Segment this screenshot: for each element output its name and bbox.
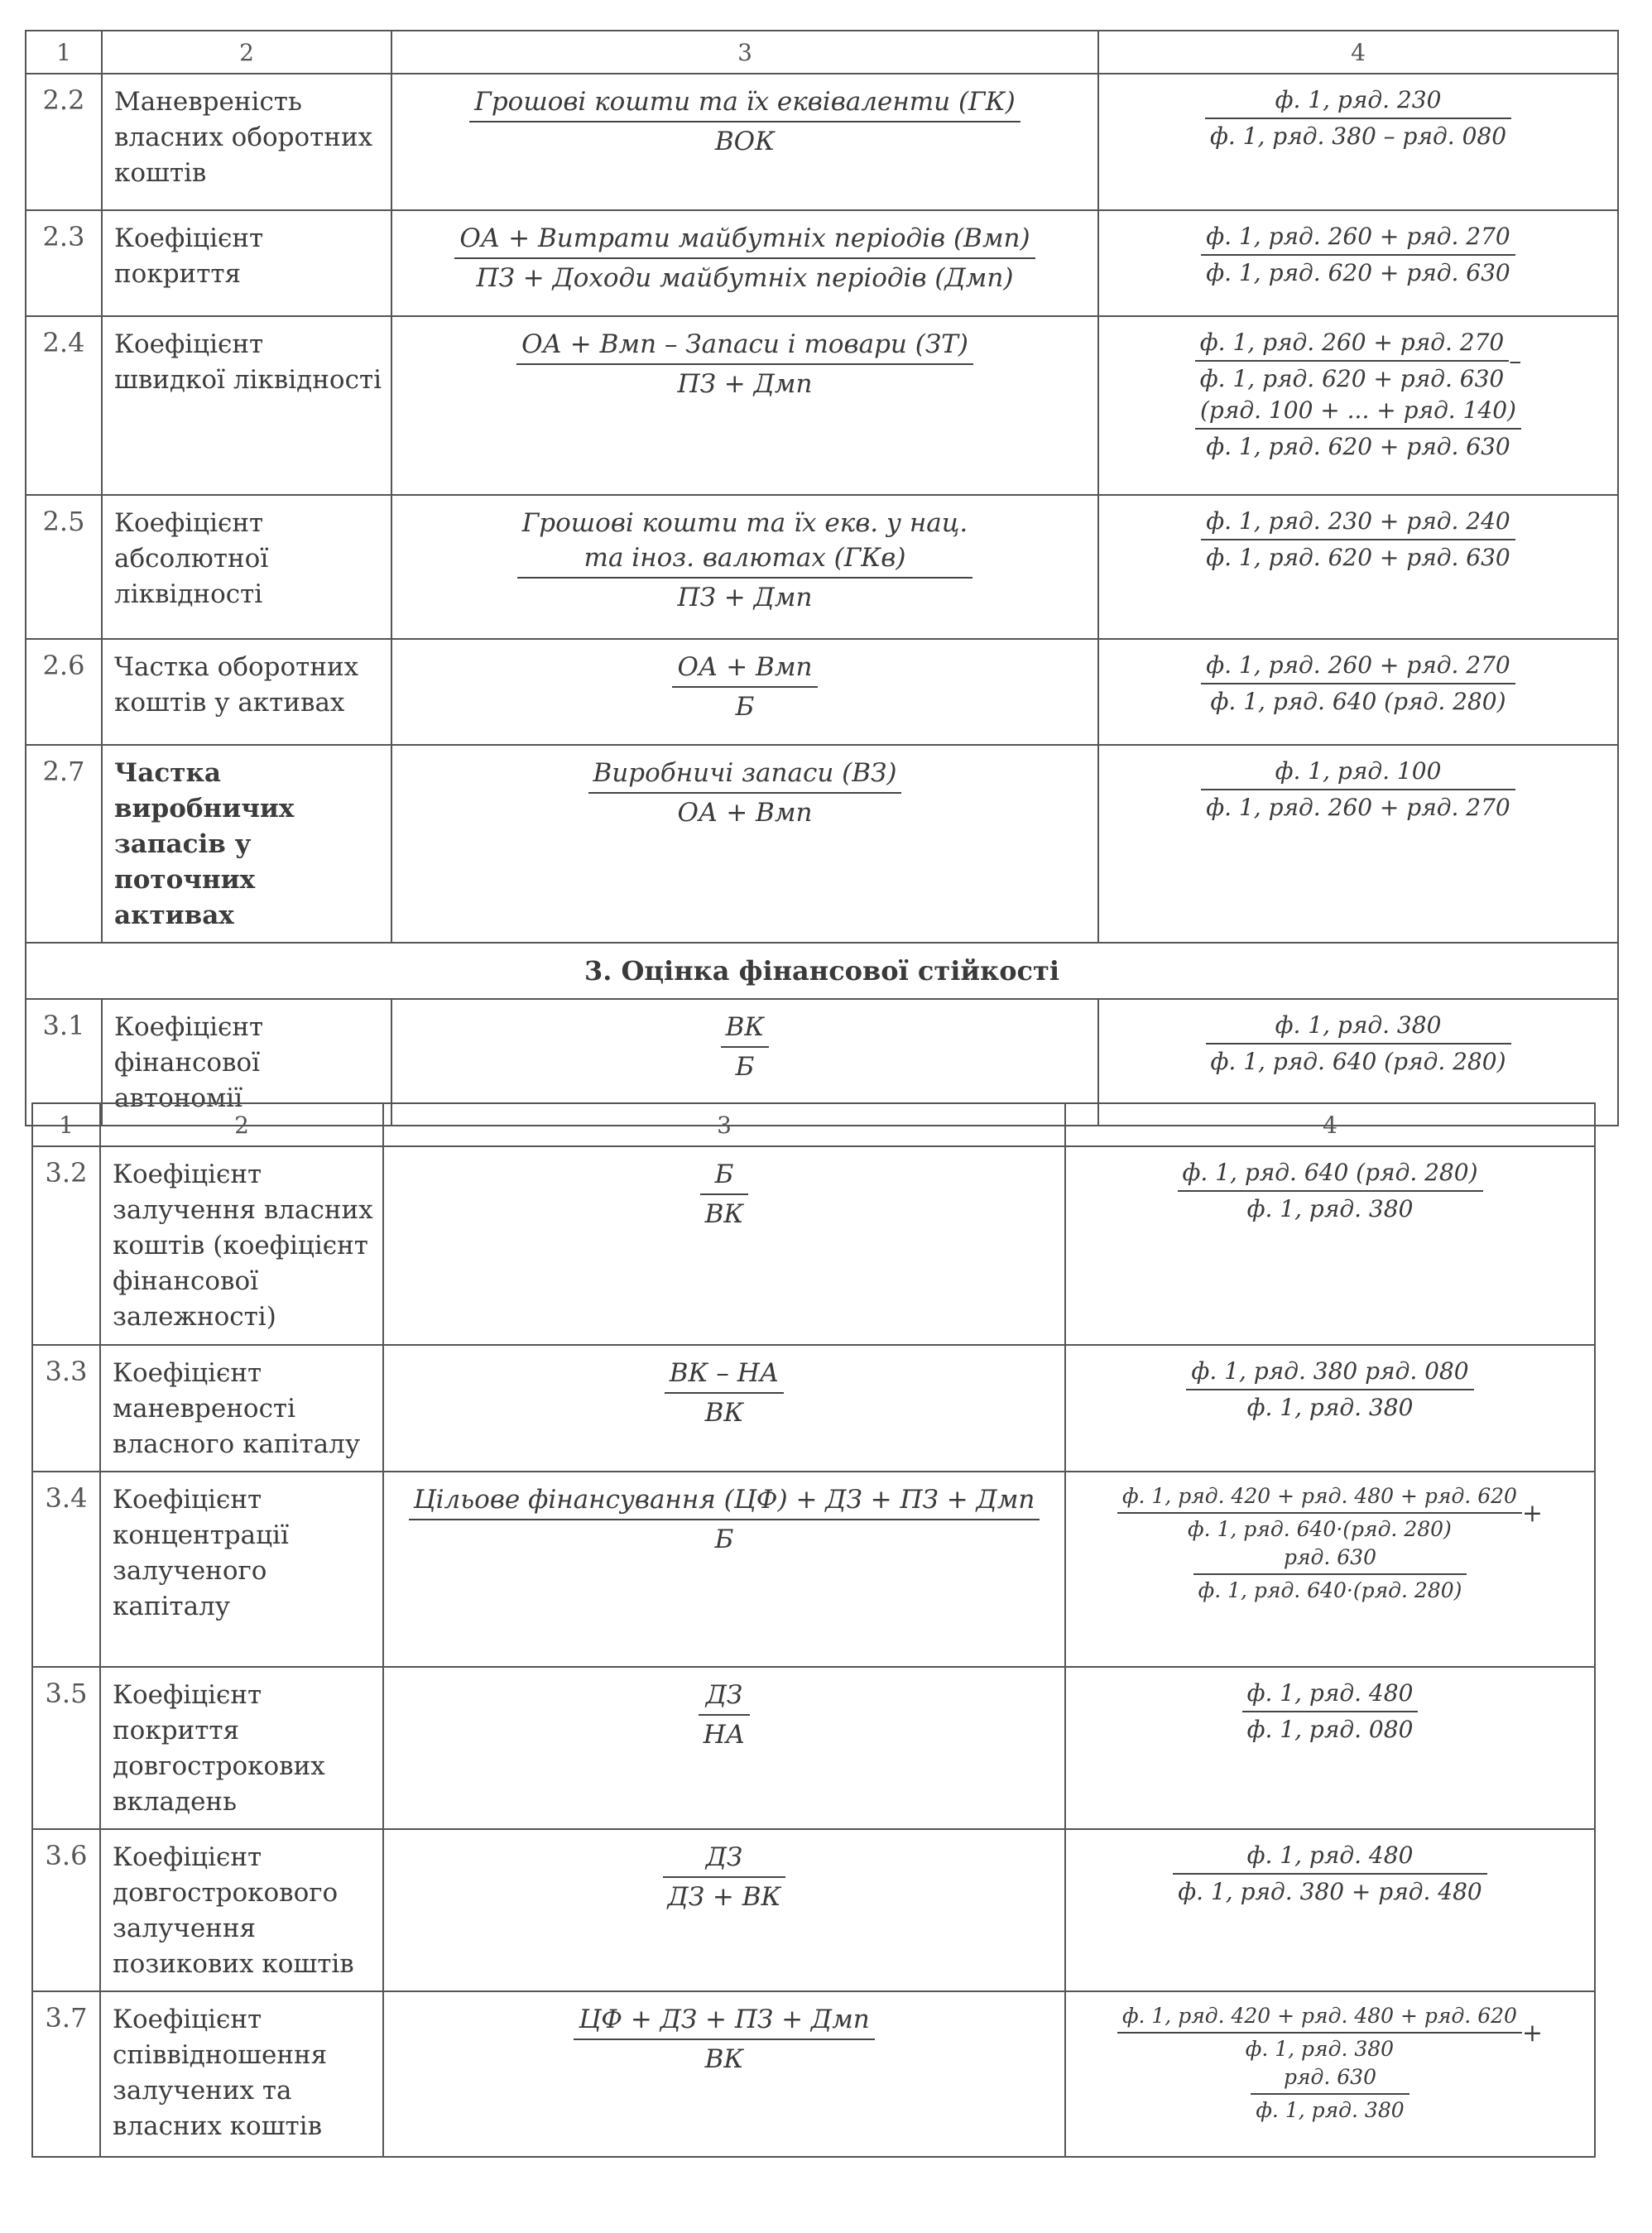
formula-numerator: ДЗ xyxy=(663,1840,786,1878)
formula-denominator: Б xyxy=(735,692,755,722)
formula-denominator: ПЗ + Доходи майбутніх періодів (Дмп) xyxy=(476,263,1014,293)
source-fraction xyxy=(1201,650,1515,718)
table-row xyxy=(26,745,1618,943)
row-number: 2.5 xyxy=(26,495,102,639)
source-numerator-2: ряд. 630 xyxy=(1193,1544,1467,1575)
source-denominator-2: ф. 1, ряд. 640·(ряд. 280) xyxy=(1198,1578,1462,1602)
formula-denominator: ПЗ + Дмп xyxy=(677,369,813,399)
source-fraction xyxy=(1201,756,1515,824)
table-row xyxy=(32,1829,1595,1991)
row-number: 3.3 xyxy=(32,1345,100,1472)
operator-sign: – xyxy=(1509,346,1522,376)
formula-fraction xyxy=(663,1840,786,1914)
source-numerator-2: (ряд. 100 + ... + ряд. 140) xyxy=(1195,395,1521,430)
source-numerator: ф. 1, ряд. 260 + ряд. 270 xyxy=(1201,221,1515,256)
source-cell xyxy=(1065,1472,1595,1667)
header-col-3: 3 xyxy=(383,1103,1065,1146)
source-numerator: ф. 1, ряд. 480 xyxy=(1242,1678,1419,1712)
source-fraction-2 xyxy=(1251,2063,1409,2125)
source-denominator: ф. 1, ряд. 640 (ряд. 280) xyxy=(1210,1048,1506,1075)
source-fraction xyxy=(1205,84,1511,152)
indicator-name: Коефіцієнт покриття xyxy=(102,210,391,316)
formula-denominator: ВОК xyxy=(714,127,776,156)
row-number: 3.2 xyxy=(32,1146,100,1345)
row-number: 2.7 xyxy=(26,745,102,943)
indicator-name: Частка оборотних коштів у активах xyxy=(102,639,391,745)
table-row xyxy=(26,210,1618,316)
formula-denominator: ВК xyxy=(704,2044,744,2074)
source-fraction xyxy=(1195,327,1510,395)
table-row xyxy=(32,1667,1595,1829)
formula-numerator: ОА + Витрати майбутніх періодів (Вмп) xyxy=(454,221,1035,259)
source-denominator-2: ф. 1, ряд. 620 + ряд. 630 xyxy=(1206,433,1510,460)
formula-cell xyxy=(383,1829,1065,1991)
source-fraction xyxy=(1186,1356,1473,1424)
formula-denominator: ПЗ + Дмп xyxy=(677,583,813,612)
source-numerator: ф. 1, ряд. 640 (ряд. 280) xyxy=(1178,1157,1483,1192)
formula-numerator: Б xyxy=(700,1157,749,1195)
header-col-4: 4 xyxy=(1065,1103,1595,1146)
formula-denominator: НА xyxy=(703,1720,746,1750)
formula-fraction xyxy=(588,756,902,830)
source-fraction xyxy=(1117,2002,1522,2063)
table-row xyxy=(32,1991,1595,2157)
source-numerator: ф. 1, ряд. 480 xyxy=(1173,1840,1487,1875)
row-number: 3.7 xyxy=(32,1991,100,2157)
formula-numerator: Цільове фінансування (ЦФ) + ДЗ + ПЗ + Дмп xyxy=(409,1482,1040,1520)
operator-sign: + xyxy=(1521,1498,1544,1528)
source-denominator: ф. 1, ряд. 640 (ряд. 280) xyxy=(1210,688,1506,715)
formula-fraction xyxy=(516,327,973,401)
row-number: 3.5 xyxy=(32,1667,100,1829)
row-number: 3.4 xyxy=(32,1472,100,1667)
formula-fraction xyxy=(517,506,972,615)
formula-numerator: ВК – НА xyxy=(665,1356,785,1394)
source-numerator: ф. 1, ряд. 100 xyxy=(1201,756,1515,790)
indicator-name: Коефіцієнт концентрації залученого капіталу xyxy=(100,1472,383,1667)
table-row xyxy=(32,1146,1595,1345)
formula-fraction xyxy=(574,2002,875,2077)
indicator-name: Коефіцієнт залучення власних коштів (коефіцієнт фінансової залежності) xyxy=(100,1146,383,1345)
source-numerator: ф. 1, ряд. 380 ряд. 080 xyxy=(1186,1356,1473,1390)
indicator-name: Коефіцієнт довгострокового залучення позикових коштів xyxy=(100,1829,383,1991)
formula-cell xyxy=(391,745,1098,943)
formula-numerator: ОА + Вмп xyxy=(672,650,817,688)
formula-denominator: ДЗ + ВК xyxy=(667,1882,781,1912)
row-number: 2.3 xyxy=(26,210,102,316)
formula-cell xyxy=(391,74,1098,210)
source-numerator: ф. 1, ряд. 380 xyxy=(1206,1010,1511,1044)
row-number: 3.1 xyxy=(26,999,102,1126)
source-denominator: ф. 1, ряд. 620 + ряд. 630 xyxy=(1199,365,1505,392)
source-cell xyxy=(1065,1667,1595,1829)
source-denominator: ф. 1, ряд. 380 xyxy=(1246,1195,1414,1222)
table-row xyxy=(32,1345,1595,1472)
source-denominator: ф. 1, ряд. 080 xyxy=(1246,1716,1414,1743)
source-denominator-2: ф. 1, ряд. 380 xyxy=(1256,2098,1405,2122)
formula-cell xyxy=(391,495,1098,639)
source-cell xyxy=(1065,1146,1595,1345)
table-row xyxy=(26,495,1618,639)
source-cell xyxy=(1098,210,1618,316)
formula-cell xyxy=(383,1472,1065,1667)
formula-numerator: Грошові кошти та їх еквіваленти (ГК) xyxy=(469,84,1020,122)
formula-numerator-line-1: Грошові кошти та їх екв. у нац. xyxy=(521,508,968,538)
formula-numerator: ОА + Вмп – Запаси і товари (ЗТ) xyxy=(516,327,973,365)
formula-fraction xyxy=(665,1356,785,1430)
formula-cell xyxy=(391,639,1098,745)
formula-numerator: ВК xyxy=(721,1010,770,1048)
table-row xyxy=(26,74,1618,210)
source-denominator: ф. 1, ряд. 380 xyxy=(1245,2037,1395,2061)
formula-numerator: Виробничі запаси (ВЗ) xyxy=(588,756,902,794)
indicator-name: Частка виробничих запасів у поточних активах xyxy=(102,745,391,943)
formula-fraction xyxy=(699,1678,751,1752)
source-fraction xyxy=(1178,1157,1483,1225)
header-col-3: 3 xyxy=(391,31,1098,74)
header-row xyxy=(26,31,1618,74)
header-row xyxy=(32,1103,1595,1146)
source-numerator: ф. 1, ряд. 260 + ряд. 270 xyxy=(1195,327,1510,362)
source-fraction-2 xyxy=(1193,1544,1467,1605)
formula-cell xyxy=(391,210,1098,316)
source-numerator-2: ряд. 630 xyxy=(1251,2063,1409,2095)
source-numerator: ф. 1, ряд. 230 + ряд. 240 xyxy=(1201,506,1515,540)
source-cell xyxy=(1098,745,1618,943)
source-cell xyxy=(1065,1991,1595,2157)
source-fraction xyxy=(1206,1010,1511,1078)
indicator-name: Коефіцієнт маневреності власного капіталу xyxy=(100,1345,383,1472)
formula-denominator: Б xyxy=(735,1052,755,1082)
indicators-table-part-2 xyxy=(31,1102,1596,2158)
row-number: 3.6 xyxy=(32,1829,100,1991)
formula-numerator: ЦФ + ДЗ + ПЗ + Дмп xyxy=(574,2002,875,2040)
row-number: 2.2 xyxy=(26,74,102,210)
formula-fraction xyxy=(409,1482,1040,1557)
indicator-name: Коефіцієнт співвідношення залучених та власних коштів xyxy=(100,1991,383,2157)
formula-fraction xyxy=(672,650,817,724)
operator-sign: + xyxy=(1521,2018,1544,2048)
header-col-2: 2 xyxy=(102,31,391,74)
formula-cell xyxy=(383,1146,1065,1345)
source-denominator: ф. 1, ряд. 380 + ряд. 480 xyxy=(1178,1878,1482,1905)
formula-denominator: ВК xyxy=(704,1398,744,1428)
formula-fraction xyxy=(469,84,1020,159)
formula-cell xyxy=(383,1345,1065,1472)
source-numerator: ф. 1, ряд. 230 xyxy=(1205,84,1511,119)
source-cell xyxy=(1098,316,1618,495)
formula-cell xyxy=(383,1991,1065,2157)
source-numerator: ф. 1, ряд. 260 + ряд. 270 xyxy=(1201,650,1515,684)
source-cell xyxy=(1065,1345,1595,1472)
source-numerator: ф. 1, ряд. 420 + ряд. 480 + ряд. 620 xyxy=(1117,1482,1522,1514)
source-numerator: ф. 1, ряд. 420 + ряд. 480 + ряд. 620 xyxy=(1117,2002,1522,2034)
section-title: 3. Оцінка фінансової стійкості xyxy=(26,943,1618,999)
source-denominator: ф. 1, ряд. 640·(ряд. 280) xyxy=(1188,1517,1452,1541)
indicator-name: Коефіцієнт швидкої ліквідності xyxy=(102,316,391,495)
formula-numerator: та іноз. валютах (ГКв) xyxy=(517,540,972,579)
indicator-name: Коефіцієнт абсолютної ліквідності xyxy=(102,495,391,639)
indicators-table-part-1 xyxy=(25,30,1619,1126)
source-fraction xyxy=(1173,1840,1487,1908)
table-row xyxy=(32,1472,1595,1667)
source-cell xyxy=(1065,1829,1595,1991)
source-fraction-2 xyxy=(1195,395,1521,463)
header-col-2: 2 xyxy=(100,1103,383,1146)
source-denominator: ф. 1, ряд. 380 – ряд. 080 xyxy=(1209,122,1507,150)
formula-numerator: ДЗ xyxy=(699,1678,751,1716)
source-denominator: ф. 1, ряд. 620 + ряд. 630 xyxy=(1206,259,1510,286)
indicator-name: Коефіцієнт фінансової автономії xyxy=(102,999,391,1126)
formula-fraction xyxy=(721,1010,770,1084)
section-heading-row xyxy=(26,943,1618,999)
source-denominator: ф. 1, ряд. 620 + ряд. 630 xyxy=(1206,544,1510,571)
table-row xyxy=(26,639,1618,745)
row-number: 2.6 xyxy=(26,639,102,745)
formula-cell xyxy=(383,1667,1065,1829)
source-cell xyxy=(1098,639,1618,745)
header-col-4: 4 xyxy=(1098,31,1618,74)
indicator-name: Маневреність власних оборотних коштів xyxy=(102,74,391,210)
source-fraction xyxy=(1242,1678,1419,1746)
source-fraction xyxy=(1201,506,1515,574)
source-cell xyxy=(1098,495,1618,639)
source-denominator: ф. 1, ряд. 380 xyxy=(1246,1394,1414,1421)
source-denominator: ф. 1, ряд. 260 + ряд. 270 xyxy=(1206,794,1510,821)
formula-denominator: ОА + Вмп xyxy=(677,798,813,828)
formula-denominator: Б xyxy=(714,1525,734,1554)
formula-cell xyxy=(391,316,1098,495)
source-cell xyxy=(1098,74,1618,210)
formula-denominator: ВК xyxy=(704,1199,744,1229)
indicator-name: Коефіцієнт покриття довгострокових вкладень xyxy=(100,1667,383,1829)
row-number: 2.4 xyxy=(26,316,102,495)
source-fraction xyxy=(1117,1482,1522,1544)
header-col-1: 1 xyxy=(26,31,102,74)
source-fraction xyxy=(1201,221,1515,289)
table-row xyxy=(26,316,1618,495)
formula-fraction xyxy=(700,1157,749,1232)
formula-fraction xyxy=(454,221,1035,295)
header-col-1: 1 xyxy=(32,1103,100,1146)
